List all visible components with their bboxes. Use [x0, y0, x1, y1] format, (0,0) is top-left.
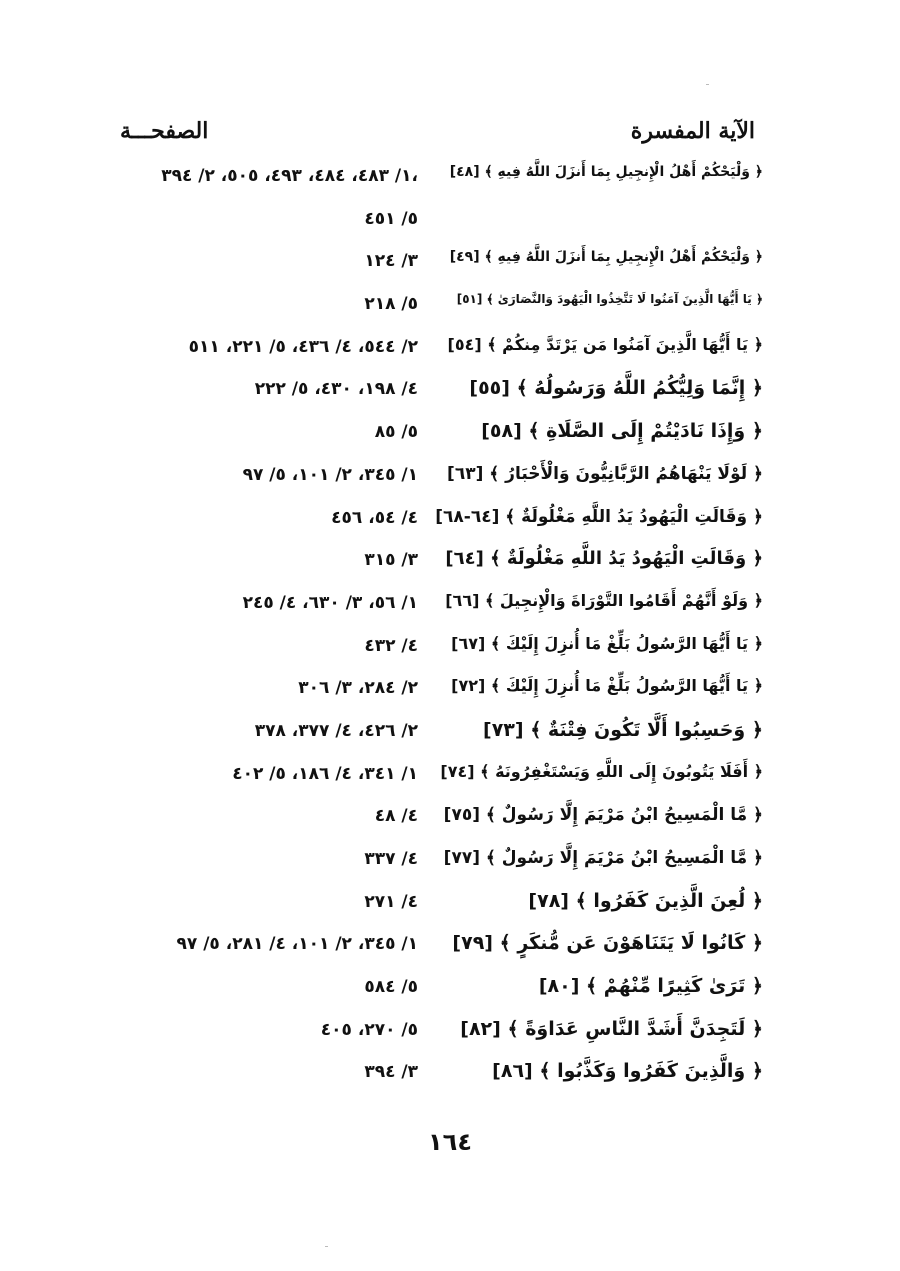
index-row	[0, 288, 900, 331]
page-refs: ٤/ ٤٣٢	[364, 635, 418, 656]
index-row	[0, 160, 900, 203]
page-refs: ٣/ ٣٩٤	[364, 1062, 418, 1083]
verse-ref: ﴿ لَتَجِدَنَّ أَشَدَّ النَّاسِ عَدَاوَةً ﴾ [٨٢]	[460, 1017, 763, 1040]
page-refs: ٤/ ٥٤، ٤٥٦	[331, 507, 418, 528]
page-refs: ٥/ ٤٥١	[364, 208, 418, 229]
page-number: ١٦٤	[428, 1128, 472, 1156]
page-refs: ٤/ ٤٨	[374, 806, 418, 827]
page-column-header: الصفحـــة	[120, 118, 209, 144]
page-refs: ٤/ ٢٧١	[364, 891, 418, 912]
verse-ref: ﴿ لُعِنَ الَّذِينَ كَفَرُوا ﴾ [٧٨]	[528, 889, 763, 912]
verse-ref: ﴿ وَقَالَتِ الْيَهُودُ يَدُ اللَّهِ مَغْلُولَةٌ ﴾ [٦٤-٦٨]	[435, 506, 763, 527]
verse-ref: ﴿ وَقَالَتِ الْيَهُودُ يَدُ اللَّهِ مَغْلُولَةٌ ﴾ [٦٤]	[445, 548, 763, 570]
index-row	[0, 715, 900, 758]
page-refs: ٥/ ٢١٨	[364, 294, 418, 315]
index-row	[0, 502, 900, 545]
verse-ref: ﴿ تَرَىٰ كَثِيرًا مِّنْهُمْ ﴾ [٨٠]	[538, 975, 763, 998]
page-refs: ٣/ ١٢٤	[364, 251, 418, 272]
index-row	[0, 203, 900, 246]
page-refs: ٥/ ٨٥	[374, 422, 418, 443]
scan-speck	[706, 84, 709, 85]
verse-column-header: الآية المفسرة	[630, 118, 755, 144]
index-row	[0, 544, 900, 587]
index-row	[0, 800, 900, 843]
scan-speck	[325, 1246, 328, 1247]
verse-ref: ﴿ يَا أَيُّهَا الرَّسُولُ بَلِّغْ مَا أُنزِلَ إِلَيْكَ ﴾ [٦٧]	[451, 633, 763, 653]
index-row	[0, 459, 900, 502]
page-refs: ٢/ ٢٨٤، ٣/ ٣٠٦	[298, 678, 418, 699]
verse-ref: ﴿ مَّا الْمَسِيحُ ابْنُ مَرْيَمَ إِلَّا رَسُولٌ ﴾ [٧٥]	[443, 805, 763, 826]
index-row	[0, 331, 900, 374]
index-row	[0, 416, 900, 459]
index-row	[0, 971, 900, 1014]
page-refs: ٥/ ٥٨٤	[364, 977, 418, 998]
verse-ref: ﴿ أَفَلَا يَتُوبُونَ إِلَى اللَّهِ وَيَسْتَغْفِرُونَهُ ﴾ [٧٤]	[440, 761, 763, 781]
index-row	[0, 373, 900, 416]
verse-ref: ﴿ إِنَّمَا وَلِيُّكُمُ اللَّهُ وَرَسُولُهُ ﴾ [٥٥]	[469, 377, 763, 400]
index-row	[0, 843, 900, 886]
verse-ref: ﴿ يَا أَيُّهَا الرَّسُولُ بَلِّغْ مَا أُنزِلَ إِلَيْكَ ﴾ [٧٢]	[451, 676, 763, 696]
page-refs: ١/ ٣٤٥، ٢/ ١٠١، ٥/ ٩٧	[242, 464, 418, 485]
index-row	[0, 245, 900, 288]
index-row	[0, 886, 900, 929]
page-refs: ١/ ٣٤١، ٤/ ١٨٦، ٥/ ٤٠٢	[232, 763, 418, 784]
index-row	[0, 758, 900, 801]
index-row	[0, 630, 900, 673]
page-refs: ٢/ ٥٤٤، ٤/ ٤٣٦، ٥/ ٢٢١، ٥١١	[188, 336, 418, 357]
page-refs: ١/ ٣٤٥، ٢/ ١٠١، ٤/ ٢٨١، ٥/ ٩٧	[176, 934, 418, 955]
index-row	[0, 587, 900, 630]
verse-ref: ﴿ وَلْيَحْكُمْ أَهْلُ الْإِنجِيلِ بِمَا أَنزَلَ اللَّهُ فِيهِ ﴾ [٤٨]	[449, 164, 763, 180]
verse-ref: ﴿ وَحَسِبُوا أَلَّا تَكُونَ فِتْنَةٌ ﴾ [٧٣]	[483, 718, 763, 741]
index-row	[0, 1056, 900, 1099]
verse-ref: ﴿ لَوْلَا يَنْهَاهُمُ الرَّبَّانِيُّونَ وَالْأَحْبَارُ ﴾ [٦٣]	[447, 463, 763, 484]
verse-ref: ﴿ وَالَّذِينَ كَفَرُوا وَكَذَّبُوا ﴾ [٨٦]	[492, 1060, 763, 1083]
verse-ref: ﴿ وَإِذَا نَادَيْتُمْ إِلَى الصَّلَاةِ ﴾ [٥٨]	[481, 420, 763, 443]
index-rows	[0, 160, 900, 1099]
verse-ref: ﴿ يَا أَيُّهَا الَّذِينَ آمَنُوا مَن يَرْتَدَّ مِنكُمْ ﴾ [٥٤]	[447, 334, 763, 354]
page-refs: ١/ ٥٦، ٣/ ٦٣٠، ٤/ ٢٤٥	[242, 592, 418, 613]
index-row	[0, 672, 900, 715]
index-row	[0, 928, 900, 971]
page-refs: ٤/ ٣٣٧	[364, 849, 418, 869]
verse-ref: ﴿ يَا أَيُّهَا الَّذِينَ آمَنُوا لَا تَتَّخِذُوا الْيَهُودَ وَالنَّصَارَىٰ ﴾ [٥١]	[456, 292, 763, 307]
verse-ref: ﴿ وَلْيَحْكُمْ أَهْلُ الْإِنجِيلِ بِمَا أَنزَلَ اللَّهُ فِيهِ ﴾ [٤٩]	[449, 249, 763, 266]
verse-ref: ﴿ كَانُوا لَا يَتَنَاهَوْنَ عَن مُّنكَرٍ ﴾ [٧٩]	[452, 932, 763, 955]
index-row	[0, 1014, 900, 1057]
page-refs: ١/ ٤٨٣، ٤٨٤، ٤٩٣، ٥٠٥، ٢/ ٣٩٤،	[161, 166, 418, 186]
verse-ref: ﴿ مَّا الْمَسِيحُ ابْنُ مَرْيَمَ إِلَّا رَسُولٌ ﴾ [٧٧]	[443, 848, 763, 868]
page-refs: ٢/ ٤٢٦، ٤/ ٣٧٧، ٣٧٨	[254, 720, 418, 741]
verse-ref: ﴿ وَلَوْ أَنَّهُمْ أَقَامُوا التَّوْرَاةَ وَالْإِنجِيلَ ﴾ [٦٦]	[445, 590, 763, 610]
page-refs: ٥/ ٢٧٠، ٤٠٥	[320, 1019, 418, 1040]
page-refs: ٤/ ١٩٨، ٤٣٠، ٥/ ٢٢٢	[254, 379, 418, 400]
page-refs: ٣/ ٣١٥	[364, 550, 418, 571]
